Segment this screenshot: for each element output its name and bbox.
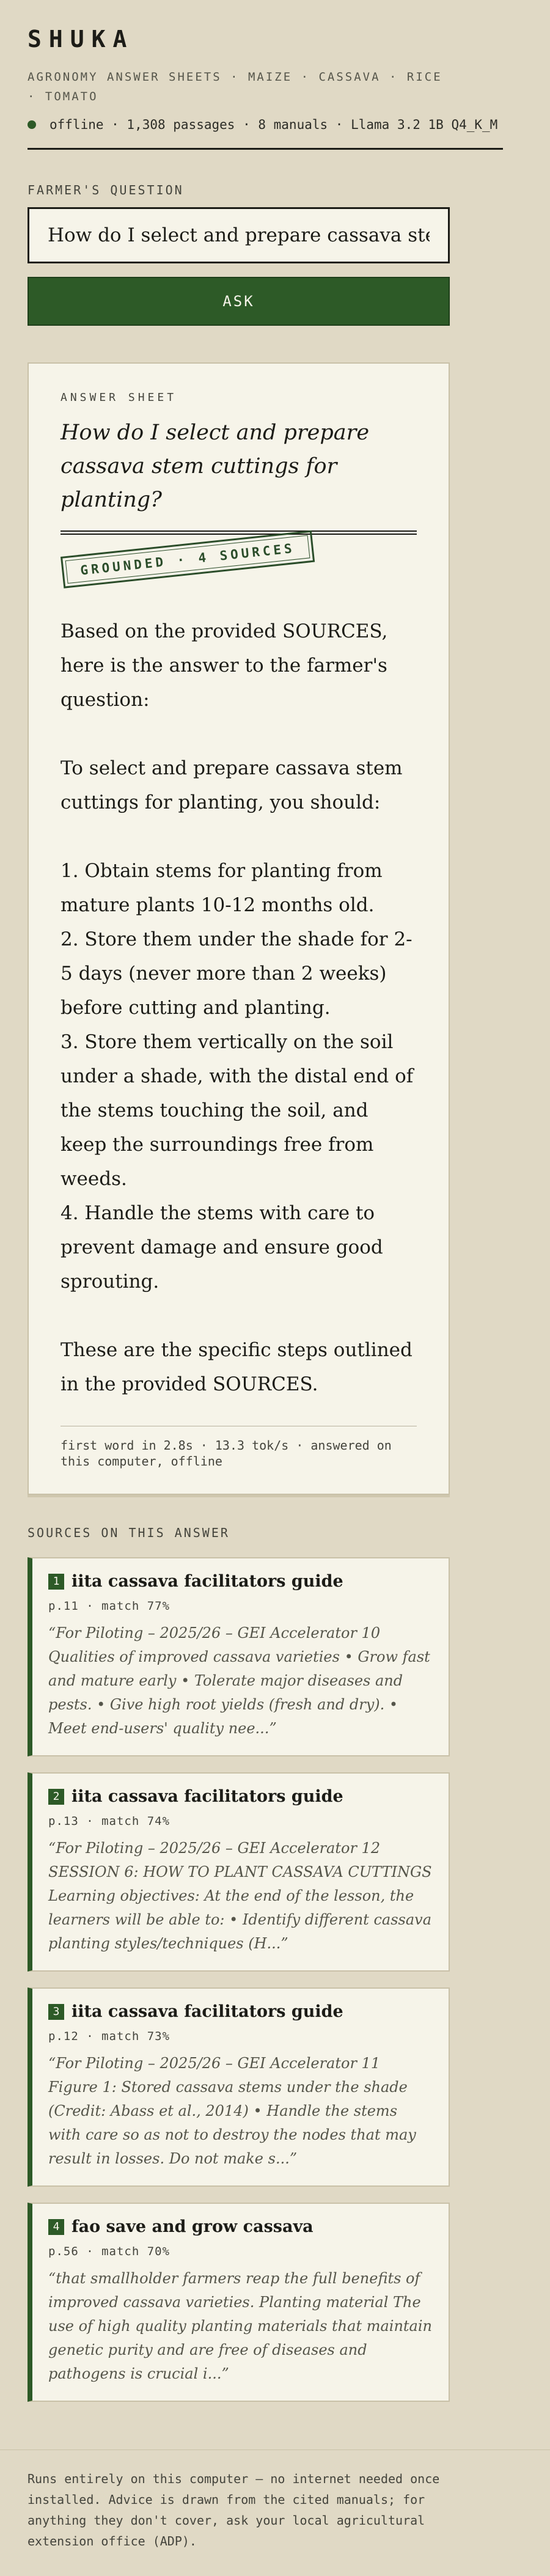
source-number-badge: 3 <box>48 2004 64 2020</box>
footer-text: Runs entirely on this computer — no internet needed once installed. Advice is drawn from the cited manuals; for anything they don't cover, ask your local agricultural extension office (ADP). <box>28 2471 440 2548</box>
source-head <box>48 2217 433 2236</box>
source-quote: “that smallholder farmers reap the full benefits of improved cassava varieties. Planting material The use of high quality planting materials that maintain genetic purity and are free of diseases and pathogens is crucial i...” <box>48 2270 432 2382</box>
source-quote: “For Piloting – 2025/26 – GEI Accelerator 11 Figure 1: Stored cassava stems under the shade (Credit: Abass et al., 2014) • Handle the stems with care so as not to destroy the nodes that may result in losses. Do not make s...” <box>48 2055 416 2167</box>
answer-lead: To select and prepare cassava stem cuttings for planting, you should: <box>61 757 403 813</box>
source-quote: “For Piloting – 2025/26 – GEI Accelerator 10 Qualities of improved cassava varieties • Grow fast and mature early • Tolerate major diseases and pests. • Give high root yields (fresh and dry). • Meet end-users' quality nee...” <box>48 1624 430 1737</box>
answer-intro: Based on the provided SOURCES, here is the answer to the farmer's question: <box>61 620 388 711</box>
source-head <box>48 1572 433 1591</box>
source-number-badge: 2 <box>48 1789 64 1805</box>
grounded-stamp <box>61 530 315 589</box>
answer-step: 4. Handle the stems with care to prevent damage and ensure good sprouting. <box>61 1202 383 1293</box>
answer-meta: first word in 2.8s · 13.3 tok/s · answered on this computer, offline <box>61 1426 417 1469</box>
source-head <box>48 2002 433 2021</box>
source-meta: p.12 · match 73% <box>48 2030 170 2043</box>
status-text: offline · 1,308 passages · 8 manuals · Llama 3.2 1B Q4_K_M <box>50 117 498 132</box>
answer-step: 1. Obtain stems for planting from mature plants 10-12 months old. <box>61 860 383 916</box>
app-tagline: AGRONOMY ANSWER SHEETS · MAIZE · CASSAVA · RICE · TOMATO <box>28 70 442 103</box>
source-meta: p.56 · match 70% <box>48 2245 170 2258</box>
answer-closing: These are the specific steps outlined in the provided SOURCES. <box>61 1339 413 1395</box>
brand-logo: SHUKA <box>28 26 134 53</box>
source-card[interactable] <box>28 1772 450 1972</box>
source-title: iita cassava facilitators guide <box>72 2002 343 2021</box>
ask-button[interactable]: ASK <box>28 277 450 326</box>
answer-step: 2. Store them under the shade for 2-5 days (never more than 2 weeks) before cutting and planting. <box>61 928 413 1019</box>
answer-sheet-label: ANSWER SHEET <box>61 391 177 404</box>
answer-title: How do I select and prepare cassava stem cuttings for planting? <box>61 420 370 512</box>
source-quote: “For Piloting – 2025/26 – GEI Accelerator 12 SESSION 6: HOW TO PLANT CASSAVA CUTTINGS Learning objectives: At the end of the lesson, the learners will be able to: • Identify different cassava planting styles/techniques (H...” <box>48 1840 432 1952</box>
paragraph-gap <box>61 717 417 751</box>
paragraph-gap <box>61 1299 417 1333</box>
sources-label: SOURCES ON THIS ANSWER <box>28 1525 230 1540</box>
source-card[interactable] <box>28 2203 450 2402</box>
question-input[interactable] <box>28 207 450 263</box>
source-title: iita cassava facilitators guide <box>72 1572 343 1591</box>
answer-step: 3. Store them vertically on the soil under a shade, with the distal end of the stems touching the soil, and keep the surroundings free from weeds. <box>61 1031 414 1190</box>
app-header <box>0 0 550 150</box>
status-line <box>28 115 522 134</box>
source-card[interactable] <box>28 1557 450 1756</box>
paragraph-gap <box>61 820 417 854</box>
source-number-badge: 4 <box>48 2219 64 2235</box>
source-number-badge: 1 <box>48 1574 64 1590</box>
footer <box>0 2449 550 2576</box>
title-divider <box>61 530 417 535</box>
source-meta: p.11 · match 77% <box>48 1599 170 1613</box>
question-section <box>0 150 550 326</box>
status-dot-icon <box>28 120 36 129</box>
question-label: FARMER'S QUESTION <box>28 183 184 197</box>
source-meta: p.13 · match 74% <box>48 1815 170 1828</box>
grounded-stamp-text: GROUNDED · 4 SOURCES <box>65 535 310 584</box>
answer-sheet <box>28 362 450 1495</box>
sources-section <box>0 1495 550 2402</box>
grounded-stamp-wrap <box>61 540 417 604</box>
source-title: iita cassava facilitators guide <box>72 1787 343 1806</box>
source-title: fao save and grow cassava <box>72 2217 314 2236</box>
answer-body <box>61 614 417 1401</box>
source-head <box>48 1787 433 1806</box>
source-card[interactable] <box>28 1987 450 2187</box>
